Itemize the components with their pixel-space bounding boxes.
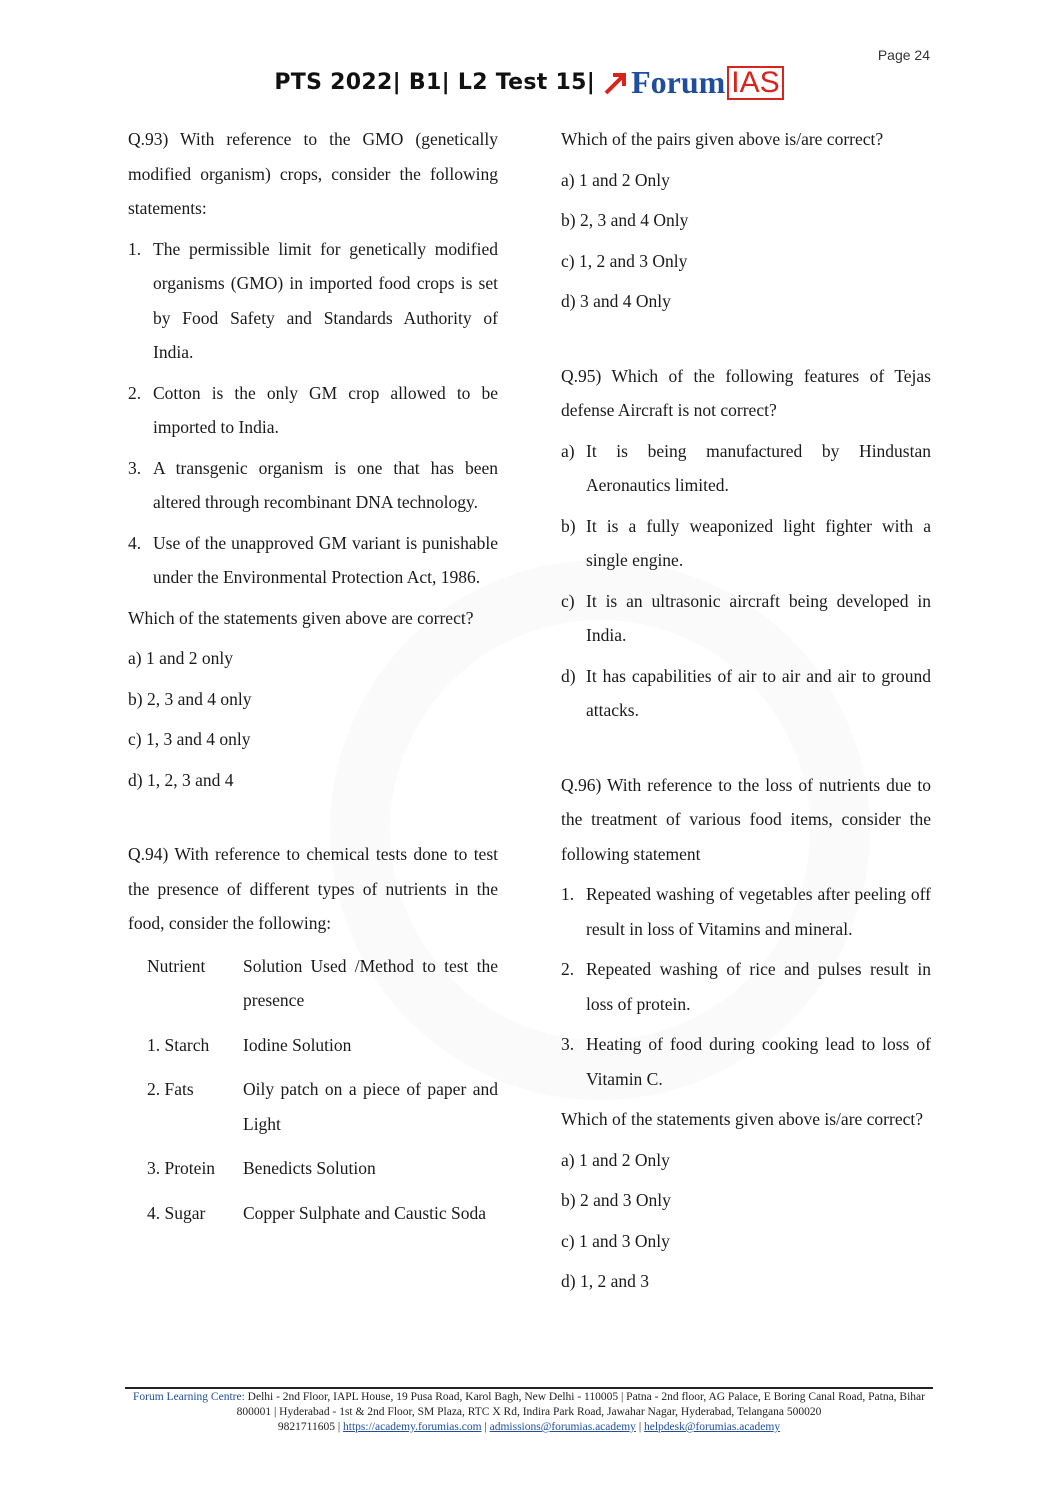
helpdesk-email-link[interactable]: helpdesk@forumias.academy: [644, 1421, 781, 1433]
forumias-logo: [603, 64, 784, 101]
statement-number: 3.: [128, 457, 142, 478]
footer-separator: |: [635, 1421, 644, 1433]
footer-divider: [125, 1387, 933, 1389]
method-cell: Benedicts Solution: [243, 1158, 376, 1178]
question-96: [561, 768, 931, 1299]
question-94-continued: [561, 122, 931, 319]
option-text: It has capabilities of air to air and air to ground attacks.: [586, 665, 931, 720]
statement-text: Repeated washing of rice and pulses result in loss of protein.: [586, 959, 931, 1014]
option-label: c): [561, 590, 575, 611]
answer-option: [561, 509, 931, 578]
footer-separator: |: [481, 1421, 490, 1433]
academy-link[interactable]: https://academy.forumias.com: [343, 1421, 482, 1433]
answer-option: b) 2, 3 and 4 only: [128, 688, 252, 709]
table-row: [147, 1072, 498, 1141]
answer-option: d) 3 and 4 Only: [561, 291, 671, 311]
answer-option: [561, 659, 931, 728]
table-row: [147, 1151, 498, 1186]
answer-option: c) 1, 2 and 3 Only: [561, 250, 688, 271]
statement-item: [128, 451, 498, 520]
option-label: b): [561, 515, 576, 536]
table-row: [147, 1028, 498, 1063]
method-cell: Iodine Solution: [243, 1034, 352, 1055]
answer-option: [561, 434, 931, 503]
answer-option: a) 1 and 2 Only: [561, 1149, 670, 1170]
option-text: It is being manufactured by Hindustan Aeronautics limited.: [586, 440, 931, 495]
question-intro: Q.94) With reference to chemical tests done to test the presence of different types of nutrients in the food, consider the following:: [128, 844, 498, 933]
statement-text: A transgenic organism is one that has been altered through recombinant DNA technology.: [153, 457, 498, 512]
statement-number: 2.: [561, 959, 575, 979]
question-intro: Q.93) With reference to the GMO (genetically modified organism) crops, consider the following statements:: [128, 129, 498, 218]
answer-option: a) 1 and 2 only: [128, 648, 233, 668]
statement-text: Use of the unapproved GM variant is punishable under the Environmental Protection Act, 1986.: [153, 532, 498, 587]
method-cell: Oily patch on a piece of paper and Light: [243, 1079, 498, 1134]
nutrient-cell: 1. Starch: [147, 1034, 210, 1055]
arrow-logo-icon: [603, 70, 629, 96]
statement-item: [128, 376, 498, 445]
statement-item: [561, 1027, 931, 1096]
option-text: It is a fully weaponized light fighter with a single engine.: [586, 515, 931, 570]
nutrient-table: [147, 949, 498, 1231]
answer-option: c) 1, 3 and 4 only: [128, 729, 251, 749]
answer-option: [561, 584, 931, 653]
question-intro: Q.95) Which of the following features of Tejas defense Aircraft is not correct?: [561, 365, 931, 420]
answer-option: c) 1 and 3 Only: [561, 1230, 670, 1251]
admissions-email-link[interactable]: admissions@forumias.academy: [489, 1421, 636, 1433]
question-95: [561, 359, 931, 728]
question-94: [128, 837, 498, 1230]
column-header: Solution Used /Method to test the presence: [243, 955, 498, 1010]
statement-number: 2.: [128, 382, 142, 403]
logo-forum-text: Forum: [631, 64, 726, 100]
footer-phone: 9821711605: [277, 1421, 335, 1433]
left-column: [128, 122, 498, 1240]
statement-text: The permissible limit for genetically modified organisms (GMO) in imported food crops is set by Food Safety and Standards Authority of India.: [153, 238, 498, 362]
statement-item: [561, 952, 931, 1021]
right-column: [561, 122, 931, 1299]
question-intro: Q.96) With reference to the loss of nutrients due to the treatment of various food items, consider the following statement: [561, 774, 931, 864]
statement-text: Repeated washing of vegetables after peeling off result in loss of Vitamins and mineral.: [586, 884, 931, 939]
column-header: Nutrient: [147, 955, 206, 976]
statement-text: Cotton is the only GM crop allowed to be imported to India.: [153, 382, 498, 437]
logo-ias-text: IAS: [727, 66, 783, 100]
question-prompt: Which of the statements given above are correct?: [128, 607, 474, 628]
statement-number: 1.: [561, 884, 575, 904]
option-text: It is an ultrasonic aircraft being developed in India.: [586, 590, 931, 645]
test-title: PTS 2022| B1| L2 Test 15|: [274, 70, 596, 95]
question-93: [128, 122, 498, 797]
statement-number: 4.: [128, 532, 142, 553]
option-label: a): [561, 440, 575, 461]
statement-item: [128, 232, 498, 370]
answer-option: a) 1 and 2 Only: [561, 169, 670, 190]
answer-option: d) 1, 2, 3 and 4: [128, 769, 234, 790]
method-cell: Copper Sulphate and Caustic Soda: [243, 1202, 487, 1223]
nutrient-cell: 2. Fats: [147, 1079, 194, 1099]
question-prompt: Which of the pairs given above is/are correct?: [561, 129, 884, 149]
nutrient-cell: 3. Protein: [147, 1158, 216, 1178]
page-footer: [125, 1390, 933, 1435]
statement-item: [561, 877, 931, 946]
footer-brand: Forum Learning Centre:: [133, 1391, 245, 1403]
nutrient-cell: 4. Sugar: [147, 1202, 206, 1223]
page-number: Page 24: [877, 47, 930, 63]
statement-number: 3.: [561, 1034, 575, 1054]
statement-item: [128, 526, 498, 595]
footer-separator: |: [334, 1421, 344, 1433]
statement-text: Heating of food during cooking lead to loss of Vitamin C.: [586, 1034, 931, 1089]
footer-address: Delhi - 2nd Floor, IAPL House, 19 Pusa Road, Karol Bagh, New Delhi - 110005 | Patna - 2nd floor, AG Palace, E Boring Canal Road, Patna, Bihar 800001 | Hyderabad - 1st & 2nd Floor, SM Plaza, RTC X Rd, Indira Park Road, Jawahar Nagar, Hyderabad, Telangana 500020: [236, 1391, 925, 1418]
option-label: d): [561, 665, 576, 686]
answer-option: b) 2 and 3 Only: [561, 1190, 671, 1210]
page-header: [0, 64, 1058, 101]
table-row: [147, 1196, 498, 1231]
answer-option: b) 2, 3 and 4 Only: [561, 210, 689, 230]
answer-option: d) 1, 2 and 3: [561, 1271, 649, 1291]
table-header-row: [147, 949, 498, 1018]
question-prompt: Which of the statements given above is/are correct?: [561, 1109, 923, 1129]
statement-number: 1.: [128, 238, 142, 259]
